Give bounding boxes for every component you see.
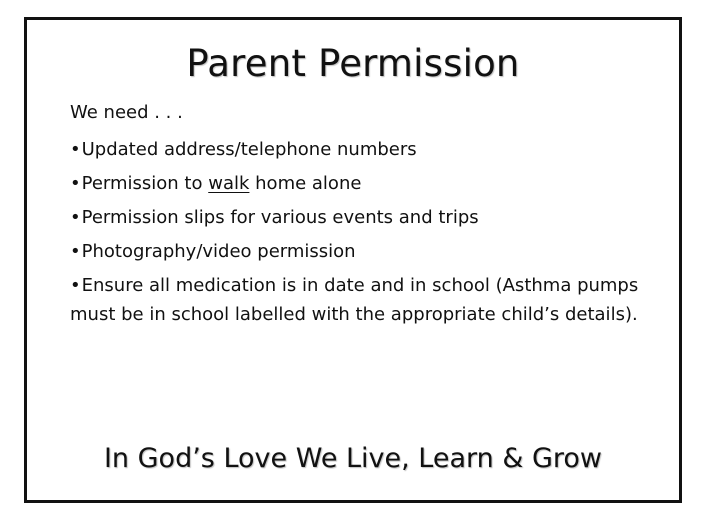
list-item — [70, 169, 650, 198]
school-motto: In God’s Love We Live, Learn & Grow — [103, 443, 603, 474]
requirements-list — [70, 135, 650, 334]
list-item — [70, 203, 650, 232]
list-item-text: Updated address/telephone numbers — [81, 139, 417, 160]
intro-text: We need . . . — [70, 102, 183, 123]
slide-frame — [24, 17, 682, 503]
bullet-icon: • — [70, 241, 81, 262]
underlined-word: walk — [208, 173, 250, 194]
bullet-icon: • — [70, 173, 81, 194]
bullet-icon: • — [70, 275, 81, 296]
list-item-text: Photography/video permission — [81, 241, 356, 262]
list-item-text: Ensure all medication is in date and in school (Asthma pumps must be in school labelled with the appropriate child’s details). — [70, 275, 639, 325]
list-item-text: Permission slips for various events and trips — [81, 207, 479, 228]
list-item — [70, 237, 650, 266]
bullet-icon: • — [70, 139, 81, 160]
list-item — [70, 271, 650, 329]
bullet-icon: • — [70, 207, 81, 228]
list-item-text-before: Permission to — [81, 173, 209, 194]
slide-title: Parent Permission — [186, 42, 520, 85]
list-item-text-after: home alone — [249, 173, 362, 194]
list-item — [70, 135, 650, 164]
